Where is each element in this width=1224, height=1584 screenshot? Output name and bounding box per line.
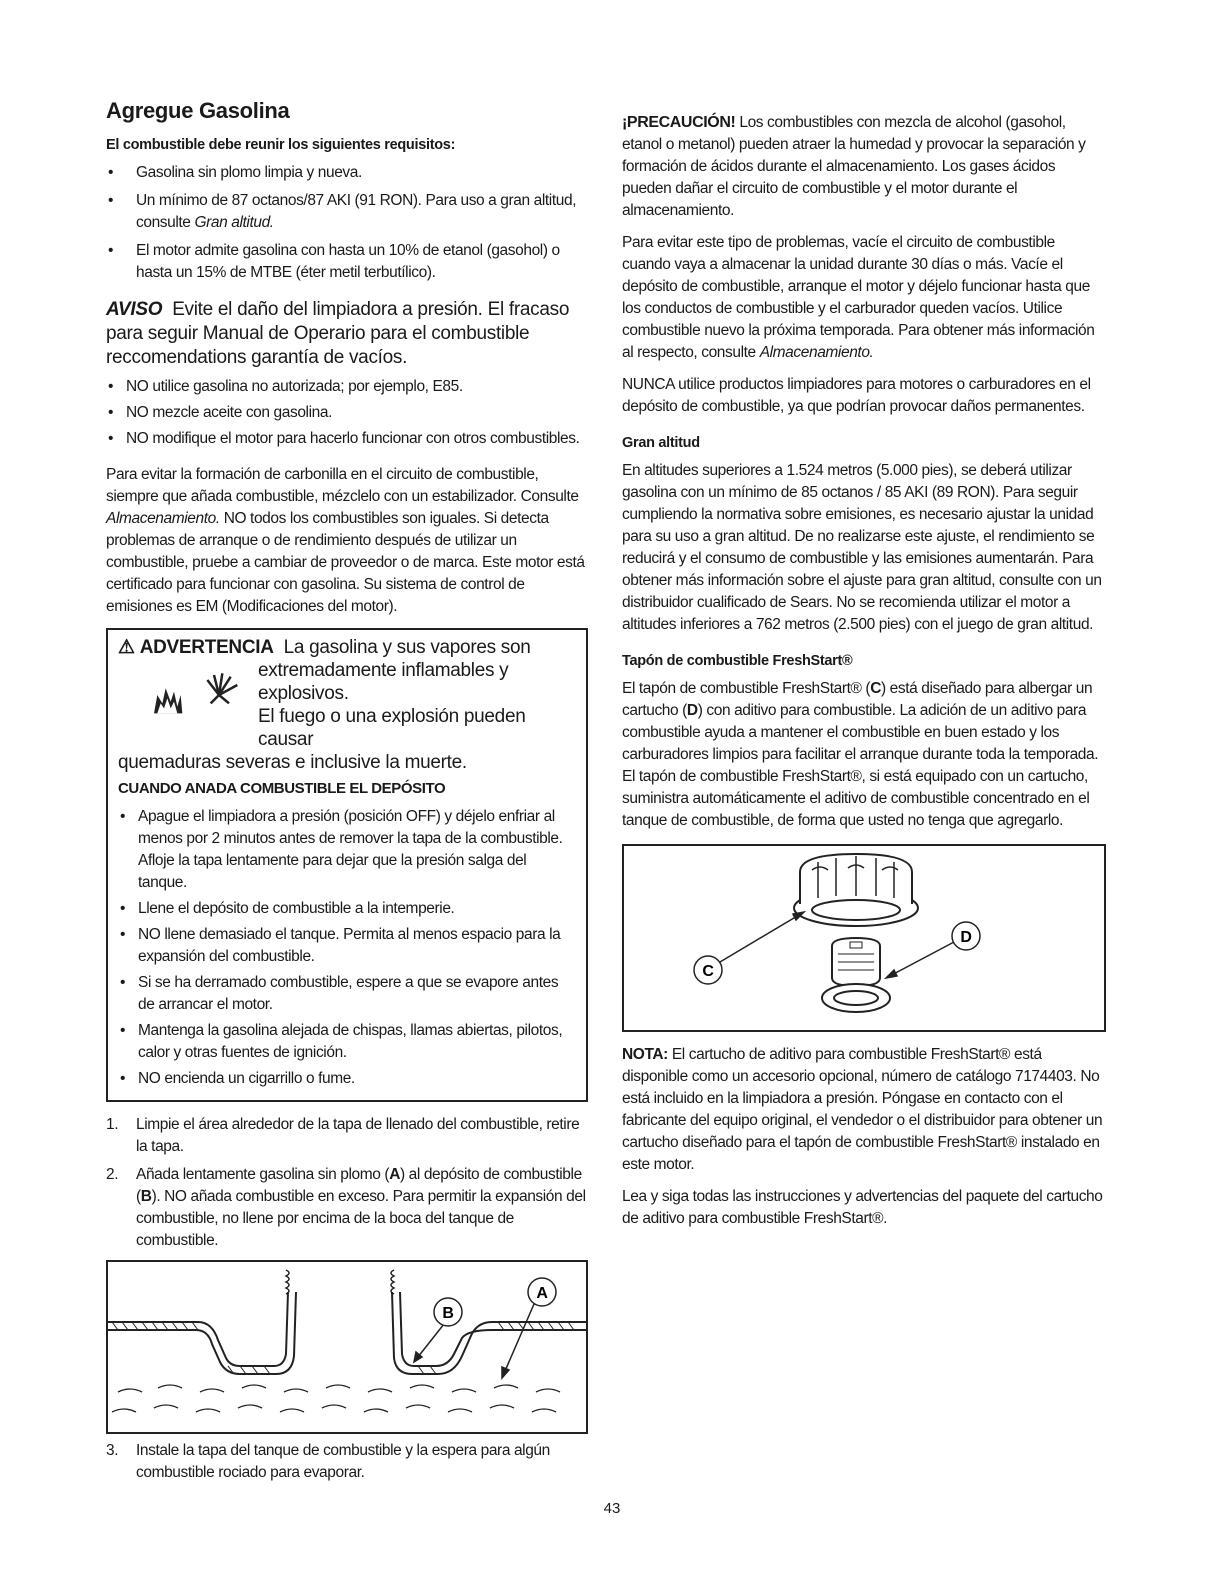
warning-line-4: El fuego o una explosión pueden causar xyxy=(258,706,526,750)
list-item: • Si se ha derramado combustible, espere a que se evapore antes de arrancar el motor. xyxy=(118,972,578,1016)
list-item: • Llene el depósito de combustible a la intemperie. xyxy=(118,898,578,920)
list-item: • Apague el limpiadora a presión (posición OFF) y déjelo enfriar al menos por 2 minutos antes de remover la tapa de la combustible. Afloje la tapa lentamente para dejar que la presión salga del tanque. xyxy=(118,806,578,894)
fuel-tank-illustration xyxy=(108,1262,586,1428)
requirements-list xyxy=(106,162,588,284)
warning-list xyxy=(118,806,578,1090)
caution-paragraph: ¡PRECAUCIÓN! Los combustibles con mezcla de alcohol (gasohol, etanol o metanol) pueden atraer la humedad y provocar la separación y formación de ácidos durante el almacenamiento. Los gases ácidos pueden dañar el circuito de combustible y el motor durante el almacenamiento. xyxy=(622,114,1086,219)
warning-header xyxy=(118,636,578,774)
caution-word: ¡PRECAUCIÓN! xyxy=(622,114,736,131)
warning-line-1: ⚠ ADVERTENCIA La gasolina y sus vapores son xyxy=(118,637,531,658)
warning-subheading: CUANDO ANADA COMBUSTIBLE EL DEPÓSITO xyxy=(118,780,446,797)
callout-b: B xyxy=(442,1305,454,1322)
fuel-cap-figure xyxy=(622,844,1106,1032)
warning-word: ADVERTENCIA xyxy=(139,637,274,658)
fuel-fill-figure xyxy=(106,1260,588,1434)
step-1: 1. Limpie el área alrededor de la tapa de llenado del combustible, retire la tapa. xyxy=(106,1116,580,1155)
left-column xyxy=(106,100,588,1492)
list-item: • Mantenga la gasolina alejada de chispas, llamas abiertas, pilotos, calor y otras fuentes de ignición. xyxy=(118,1020,578,1064)
cross-reference: Gran altitud. xyxy=(194,214,274,231)
cross-reference: Almacenamiento. xyxy=(106,510,220,527)
notice-word: AVISO xyxy=(106,299,163,320)
list-item: • NO encienda un cigarrillo o fume. xyxy=(118,1068,578,1090)
notice-block xyxy=(106,298,588,370)
page-number: 43 xyxy=(603,1500,621,1517)
steps-list xyxy=(106,1114,588,1252)
list-item: • Gasolina sin plomo limpia y nueva. xyxy=(106,162,588,184)
list-item: • NO modifique el motor para hacerlo funcionar con otros combustibles. xyxy=(106,428,588,450)
steps-list-continued xyxy=(106,1440,588,1484)
stabilizer-paragraph: Para evitar la formación de carbonilla en el circuito de combustible, siempre que añada combustible, mézclelo con un estabilizador. Consulte Almacenamiento. NO todos los combustibles son iguales. Si detecta problemas de arranque o de rendimiento después de utilizar un combustible, pruebe a cambiar de proveedor o de marca. Este motor está certificado para funcionar con gasolina. Su sistema de control de emisiones es EM (Modificaciones del motor). xyxy=(106,466,585,615)
fire-explosion-icon xyxy=(144,670,254,720)
list-item: • NO utilice gasolina no autorizada; por ejemplo, E85. xyxy=(106,376,588,398)
note-paragraph: NOTA: El cartucho de aditivo para combustible FreshStart® está disponible como un accesorio opcional, número de catálogo 7174403. No está incluido en la limpiadora a presión. Póngase en contacto con el fabricante del equipo original, el vendedor o el distribuidor para obtener un cartucho diseñado para el tapón de combustible FreshStart® instalado en este motor. xyxy=(622,1046,1103,1173)
list-item: • NO llene demasiado el tanque. Permita al menos espacio para la expansión del combustible. xyxy=(118,924,578,968)
notice-text: Evite el daño del limpiadora a presión. El fracaso para seguir Manual de Operario para el combustible reccomendations garantía de vacíos. xyxy=(106,299,570,368)
callout-c: C xyxy=(702,963,714,980)
alert-triangle-icon: ⚠ xyxy=(118,637,135,658)
freshstart-heading: Tapón de combustible FreshStart® xyxy=(622,653,853,669)
warning-line-3: explosivos. xyxy=(258,683,349,704)
notice-list xyxy=(106,376,588,450)
freshstart-paragraph: El tapón de combustible FreshStart® (C) está diseñado para albergar un cartucho (D) con aditivo para combustible. La adición de un aditivo para combustible ayuda a mantener el combustible en buen estado y los carburadores limpios para facilitar el arranque durante toda la temporada. El tapón de combustible FreshStart®, si está equipado con un cartucho, suministra automáticamente el aditivo de combustible concentrado en el tanque de combustible, de forma que usted no tenga que agregarlo. xyxy=(622,680,1099,829)
warning-line-5: quemaduras severas e inclusive la muerte. xyxy=(118,752,467,773)
callout-d: D xyxy=(960,929,972,946)
step-3: 3. Instale la tapa del tanque de combustible y la espera para algún combustible rociado para evaporar. xyxy=(106,1442,550,1481)
right-column xyxy=(622,112,1106,1240)
storage-paragraph: Para evitar este tipo de problemas, vacíe el circuito de combustible cuando vaya a almacenar la unidad durante 30 días o más. Vacíe el depósito de combustible, arranque el motor y déjelo funcionar hasta que los conductos de combustible y el carburador queden vacíos. Utilice combustible nuevo la próxima temporada. Para obtener más información al respecto, consulte Almacenamiento. xyxy=(622,234,1095,361)
altitude-paragraph: En altitudes superiores a 1.524 metros (5.000 pies), se deberá utilizar gasolina con un mínimo de 85 octanos / 85 AKI (89 RON). Para seguir cumpliendo la normativa sobre emisiones, es necesario ajustar la unidad para su uso a gran altitud. De no realizarse este ajuste, el rendimiento se reducirá y el consumo de combustible y las emisiones aumentarán. Para obtener más información sobre el ajuste para gran altitud, consulte con un distribuidor cualificado de Sears. No se recomienda utilizar el motor a altitudes inferiores a 762 metros (2.500 pies) con el juego de gran altitud. xyxy=(622,462,1102,633)
cross-reference: Almacenamiento. xyxy=(759,344,874,361)
fuel-cap-illustration xyxy=(624,846,1104,1026)
list-item: • El motor admite gasolina con hasta un 10% de etanol (gasohol) o hasta un 15% de MTBE (éter metil terbutílico). xyxy=(106,240,588,284)
callout-a: A xyxy=(536,1285,548,1302)
section-title: Agregue Gasolina xyxy=(106,98,290,123)
cleaners-paragraph: NUNCA utilice productos limpiadores para motores o carburadores en el depósito de combustible, ya que podrían provocar daños permanentes. xyxy=(622,376,1091,415)
list-item: • NO mezcle aceite con gasolina. xyxy=(106,402,588,424)
step-2: 2. Añada lentamente gasolina sin plomo (A) al depósito de combustible (B). NO añada combustible en exceso. Para permitir la expansión del combustible, no llene por encima de la boca del tanque de combustible. xyxy=(106,1166,586,1249)
warning-box xyxy=(106,628,588,1102)
warning-line-2: extremadamente inflamables y xyxy=(258,660,509,681)
altitude-heading: Gran altitud xyxy=(622,435,700,451)
requirements-heading: El combustible debe reunir los siguientes requisitos: xyxy=(106,137,456,153)
note-word: NOTA: xyxy=(622,1046,668,1063)
list-item: • Un mínimo de 87 octanos/87 AKI (91 RON). Para uso a gran altitud, consulte Gran altitud. xyxy=(106,190,588,234)
read-instructions-paragraph: Lea y siga todas las instrucciones y advertencias del paquete del cartucho de aditivo para combustible FreshStart®. xyxy=(622,1188,1103,1227)
